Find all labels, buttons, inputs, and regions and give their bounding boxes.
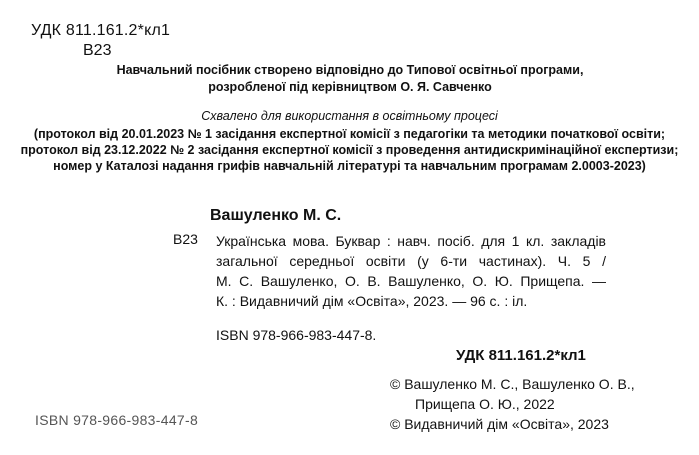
approval-text: Схвалено для використання в освітньому процесі [201, 109, 498, 123]
catalog-line-4: К. : Видавничий дім «Освіта», 2023. — 96 с. : іл. [216, 293, 528, 309]
copyright-line-3: © Видавничий дім «Освіта», 2023 [390, 416, 609, 432]
catalog-line-1: Українська мова. Буквар : навч. посіб. для 1 кл. закладів [216, 233, 606, 249]
index-header: В23 [83, 42, 112, 59]
catalog-description [216, 231, 606, 311]
copyright-block [390, 374, 690, 434]
intro-line-1: Навчальний посібник створено відповідно до Типової освітньої програми, [116, 63, 584, 77]
catalog-line-2: загальної середньої освіти (у 6-ти частинах). Ч. 5 / [216, 253, 606, 269]
udk-header: УДК 811.161.2*кл1 [31, 22, 171, 39]
catalog-line-3: М. С. Вашуленко, О. В. Вашуленко, О. Ю. Прищепа. — [216, 273, 606, 289]
copyright-line-1: © Вашуленко М. С., Вашуленко О. В., [390, 376, 635, 392]
catalog-isbn: ISBN 978-966-983-447-8. [216, 327, 377, 343]
copyright-line-2: Прищепа О. Ю., 2022 [415, 396, 555, 412]
catalog-udk: УДК 811.161.2*кл1 [456, 347, 586, 364]
catalog-author: Вашуленко М. С. [210, 207, 342, 224]
intro-line-2: розробленої під керівництвом О. Я. Савченко [208, 80, 492, 94]
intro-block [90, 62, 610, 96]
protocol-block [0, 126, 699, 174]
protocol-line-2: протокол від 23.12.2022 № 2 засідання експертної комісії з проведення антидискримінаційної експертизи; [20, 143, 679, 157]
footer-isbn: ISBN 978-966-983-447-8 [35, 412, 199, 428]
protocol-line-3: номер у Каталозі надання грифів навчальній літературі та навчальним програмам 2.0003-2023) [53, 159, 646, 173]
protocol-line-1: (протокол від 20.01.2023 № 1 засідання експертної комісії з педагогіки та методики початкової освіти; [33, 127, 666, 141]
catalog-index: В23 [173, 231, 198, 247]
